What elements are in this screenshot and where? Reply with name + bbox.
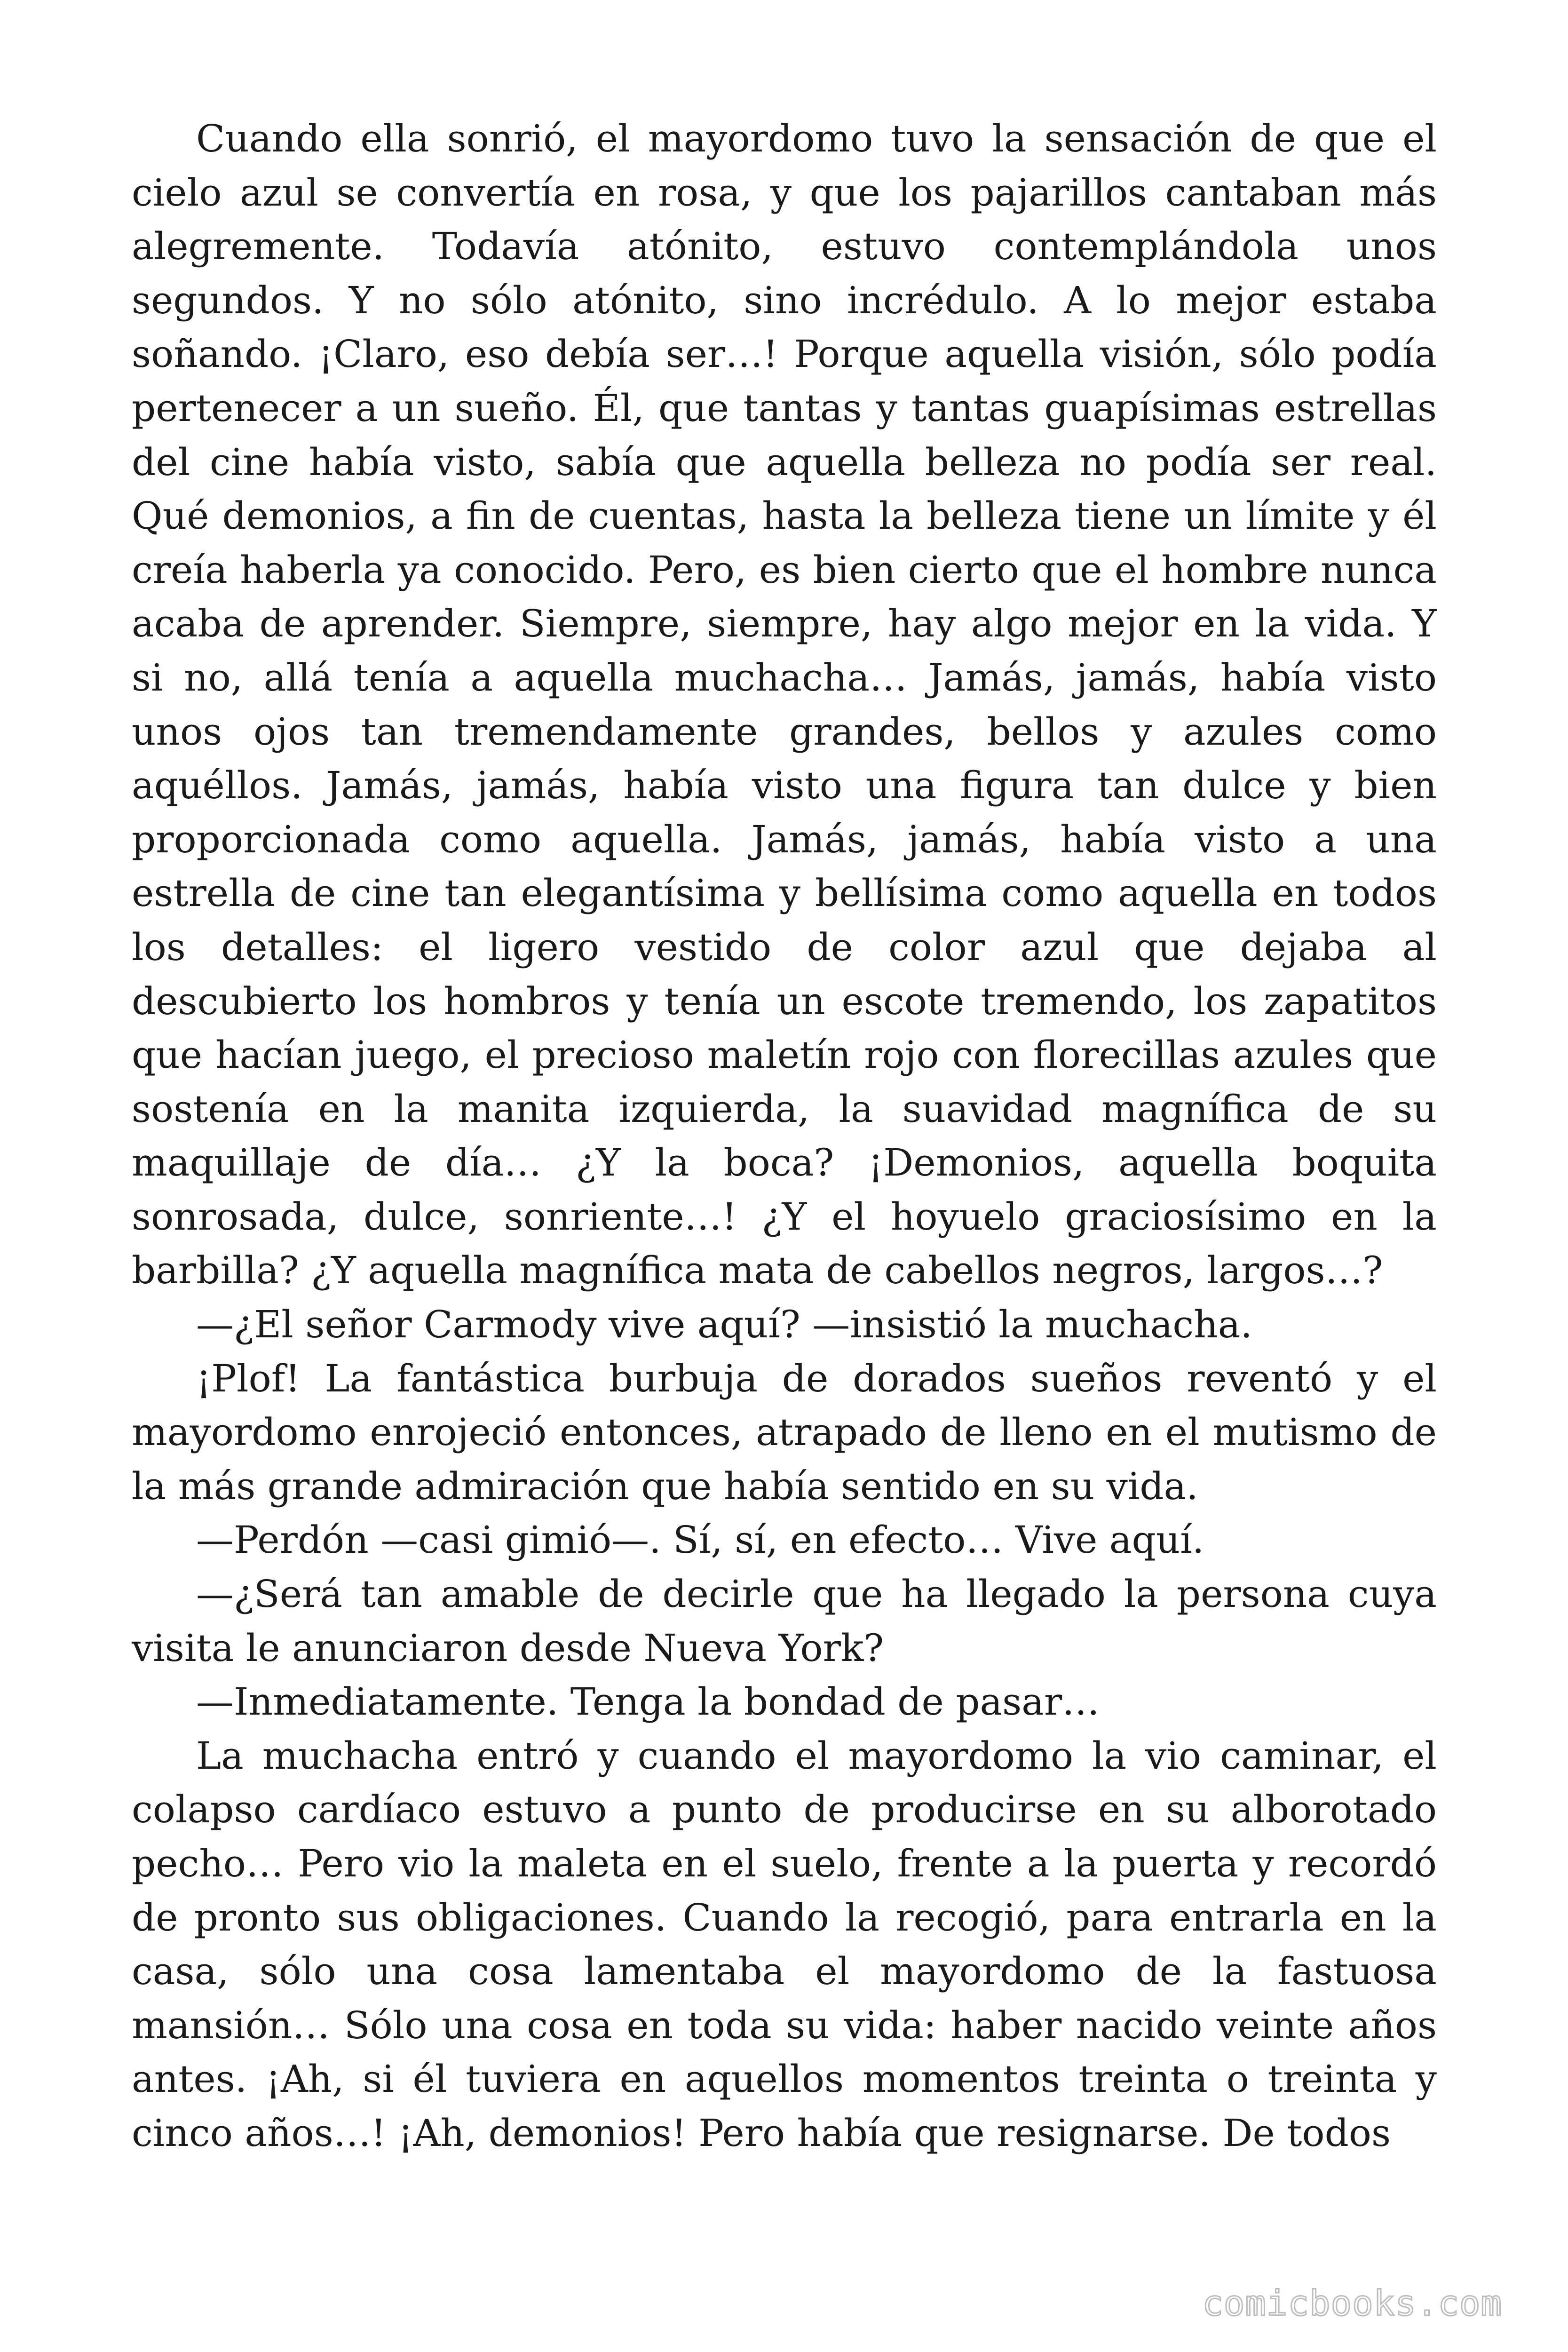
paragraph-2: —¿El señor Carmody vive aquí? —insistió la muchacha. (196, 1303, 1252, 1347)
watermark-logo: comicbooks.com (1202, 2283, 1502, 2324)
paragraph-1: Cuando ella sonrió, el mayordomo tuvo la sensación de que el cielo azul se convertía en rosa, y que los pajarillos cantaban más alegremente. Todavía atónito, estuvo contemplándola unos segundos. Y no sólo atónito, sino incrédulo. A lo mejor estaba soñando. ¡Claro, eso debía ser…! Porque aquella visión, sólo podía pertenecer a un sueño. Él, que tantas y tantas guapísimas estrellas del cine había visto, sabía que aquella belleza no podía ser real. Qué demonios, a fin de cuentas, hasta la belleza tiene un límite y él creía haberla ya conocido. Pero, es bien cierto que el hombre nunca acaba de aprender. Siempre, siempre, hay algo mejor en la vida. Y si no, allá tenía a aquella muchacha… Jamás, jamás, había visto unos ojos tan tremendamente grandes, bellos y azules como aquéllos. Jamás, jamás, había visto una figura tan dulce y bien proporcionada como aquella. Jamás, jamás, había visto a una estrella de cine tan elegantísima y bellísima como aquella en todos los detalles: el ligero vestido de color azul que dejaba al descubierto los hombros y tenía un escote tremendo, los zapatitos que hacían juego, el precioso maletín rojo con florecillas azules que sostenía en la manita izquierda, la suavidad magnífica de su maquillaje de día… ¿Y la boca? ¡Demonios, aquella boquita sonrosada, dulce, sonriente…! ¿Y el hoyuelo graciosísimo en la barbilla? ¿Y aquella magnífica mata de cabellos negros, largos…? (132, 117, 1437, 1293)
paragraph-6: —Inmediatamente. Tenga la bondad de pasar… (196, 1680, 1100, 1724)
page-body-text (132, 112, 1437, 2161)
paragraph-3: ¡Plof! La fantástica burbuja de dorados sueños reventó y el mayordomo enrojeció entonces, atrapado de lleno en el mutismo de la más grande admiración que había sentido en su vida. (132, 1356, 1437, 1508)
paragraph-5: —¿Será tan amable de decirle que ha llegado la persona cuya visita le anunciaron desde Nueva York? (132, 1572, 1437, 1670)
paragraph-7: La muchacha entró y cuando el mayordomo la vio caminar, el colapso cardíaco estuvo a punto de producirse en su alborotado pecho… Pero vio la maleta en el suelo, frente a la puerta y recordó de pronto sus obligaciones. Cuando la recogió, para entrarla en la casa, sólo una cosa lamentaba el mayordomo de la fastuosa mansión… Sólo una cosa en toda su vida: haber nacido veinte años antes. ¡Ah, si él tuviera en aquellos momentos treinta o treinta y cinco años…! ¡Ah, demonios! Pero había que resignarse. De todos (132, 1733, 1437, 2155)
paragraph-4: —Perdón —casi gimió—. Sí, sí, en efecto… Vive aquí. (196, 1518, 1204, 1562)
